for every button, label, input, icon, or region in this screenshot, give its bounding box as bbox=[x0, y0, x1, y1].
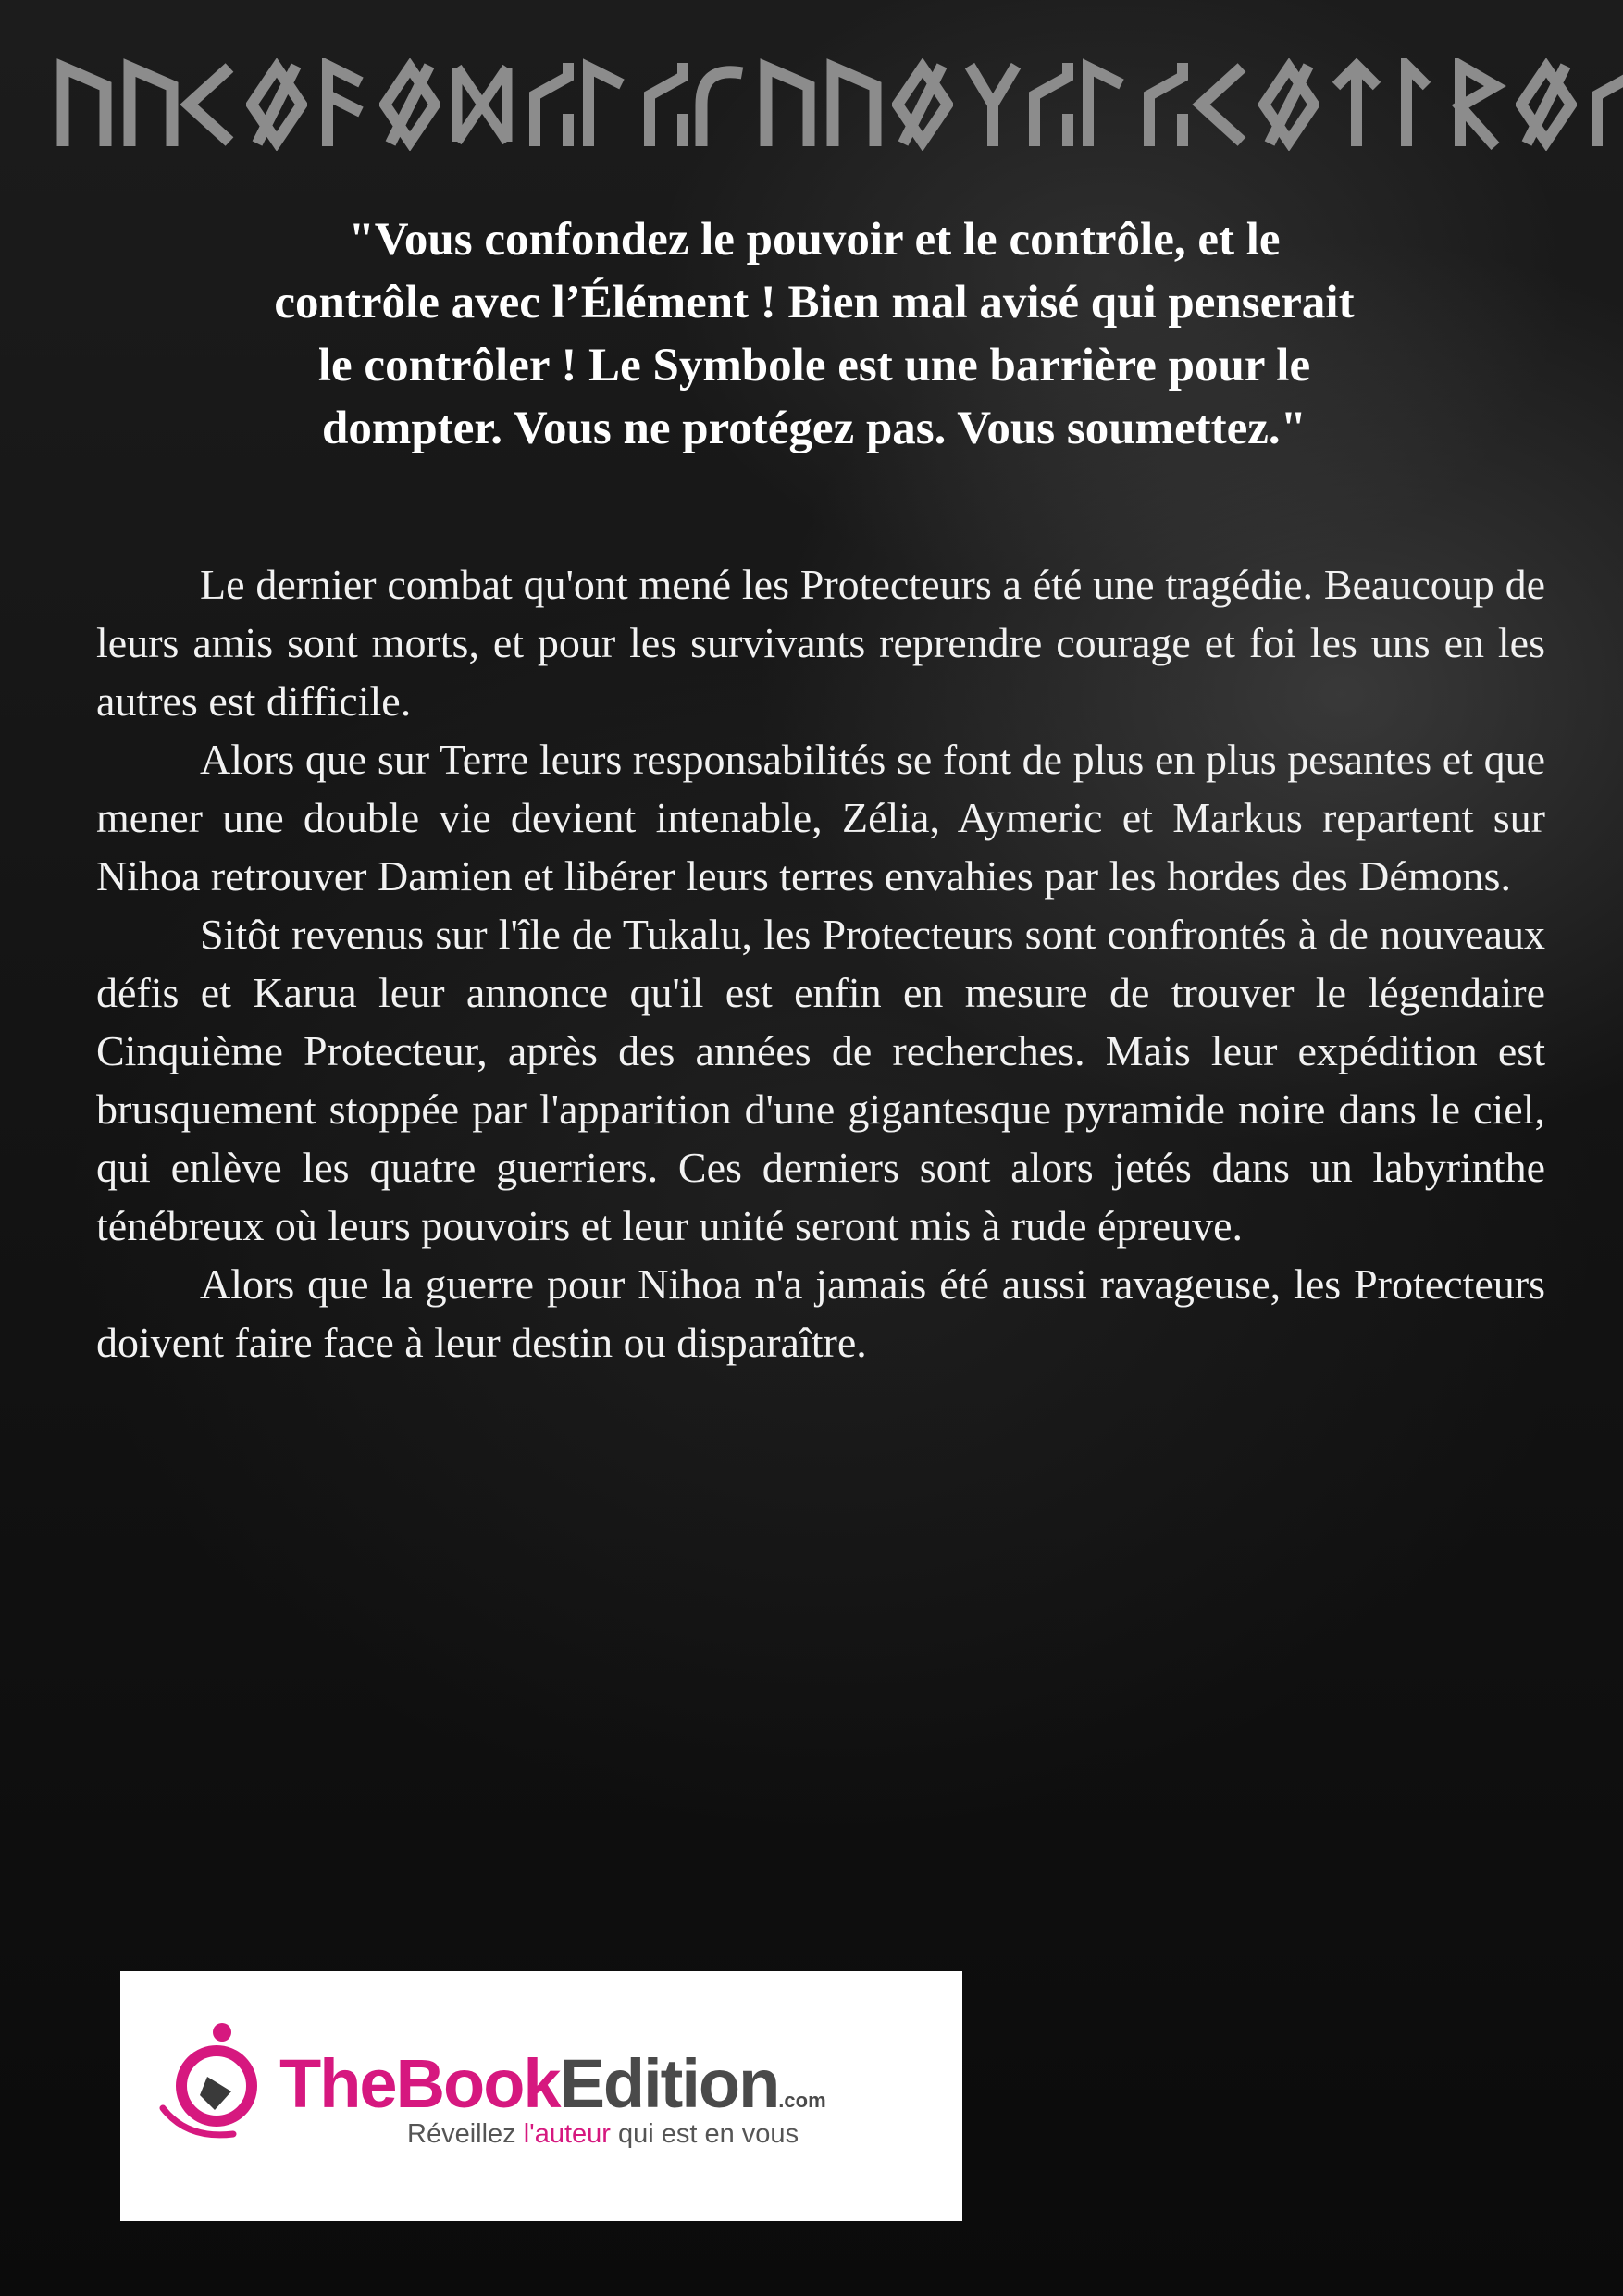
quote-line: le contrôler ! Le Symbole est une barrière pour le bbox=[317, 340, 1311, 391]
rune-glyph bbox=[1192, 58, 1249, 151]
tagline-accent: l'auteur bbox=[523, 2119, 611, 2149]
synopsis-paragraph: Le dernier combat qu'ont mené les Protecteurs a été une tragédie. Beaucoup de leurs amis sont morts, et pour les survivants reprendre courage et foi les uns en les autres est difficile. bbox=[96, 561, 1545, 725]
rune-glyph bbox=[1516, 58, 1577, 151]
runic-title bbox=[56, 54, 1592, 155]
synopsis-paragraph: Alors que la guerre pour Nihoa n'a jamais été aussi ravageuse, les Protecteurs doivent faire face à leur destin ou disparaître. bbox=[96, 1260, 1545, 1366]
rune-glyph bbox=[1258, 58, 1319, 151]
rune-glyph bbox=[316, 58, 370, 151]
publisher-logo-box bbox=[120, 1971, 962, 2221]
publisher-tagline bbox=[407, 2119, 799, 2150]
rune-glyph bbox=[450, 58, 514, 151]
synopsis bbox=[96, 555, 1545, 1371]
quote-line: dompter. Vous ne protégez pas. Vous soumettez." bbox=[322, 403, 1307, 454]
publisher-name-dotcom: .com bbox=[778, 2089, 826, 2112]
rune-glyph bbox=[1394, 58, 1440, 151]
rune-word bbox=[180, 54, 577, 155]
rune-word bbox=[692, 54, 1023, 155]
rune-glyph bbox=[180, 58, 237, 151]
rune-glyph bbox=[524, 58, 577, 151]
rune-word bbox=[1077, 54, 1192, 155]
publisher-name-the: The bbox=[279, 2045, 396, 2122]
rune-word bbox=[1192, 54, 1623, 155]
rune-glyph bbox=[246, 58, 307, 151]
publisher-name-book: Book bbox=[395, 2045, 560, 2122]
rune-glyph bbox=[1449, 58, 1506, 151]
publisher-name-edition: Edition bbox=[559, 2045, 779, 2122]
synopsis-paragraph: Sitôt revenus sur l'île de Tukalu, les Protecteurs sont confrontés à de nouveaux défis et Karua leur annonce qu'il est enfin en mesure de trouver le légendaire Cinquième Protecteur, après des années de recherches. Mais leur expédition est brusquement stoppée par l'apparition d'une gigantesque pyramide noire dans le ciel, qui enlève les quatre guerriers. Ces derniers sont alors jetés dans un labyrinthe ténébreux où leurs pouvoirs et leur unité seront mis à rude épreuve. bbox=[96, 911, 1545, 1249]
tagline-quote bbox=[167, 208, 1462, 460]
rune-glyph bbox=[1586, 58, 1623, 151]
rune-glyph bbox=[759, 58, 816, 151]
quote-line: contrôle avec l’Élément ! Bien mal avisé qui penserait bbox=[274, 277, 1355, 329]
rune-word bbox=[56, 54, 180, 155]
rune-glyph bbox=[1329, 58, 1384, 151]
rune-glyph bbox=[892, 58, 953, 151]
rune-glyph bbox=[1138, 58, 1192, 151]
rune-glyph bbox=[825, 58, 883, 151]
synopsis-paragraph: Alors que sur Terre leurs responsabilités se font de plus en plus pesantes et que mener une double vie devient intenable, Zélia, Aymeric et Markus repartent sur Nihoa retrouver Damien et libérer leurs terres envahies par les hordes des Démons. bbox=[96, 736, 1545, 900]
rune-word bbox=[577, 54, 692, 155]
tagline-pre: Réveillez bbox=[407, 2119, 524, 2149]
tagline-post: qui est en vous bbox=[610, 2119, 799, 2149]
rune-word bbox=[1023, 54, 1077, 155]
rune-glyph bbox=[1023, 58, 1077, 151]
rune-glyph bbox=[1077, 58, 1129, 151]
rune-glyph bbox=[122, 58, 180, 151]
rune-glyph bbox=[56, 58, 113, 151]
rune-glyph bbox=[379, 58, 440, 151]
publisher-emblem-icon bbox=[159, 2019, 270, 2149]
rune-glyph bbox=[962, 58, 1023, 151]
rune-glyph bbox=[692, 58, 750, 151]
rune-glyph bbox=[577, 58, 629, 151]
rune-glyph bbox=[638, 58, 692, 151]
quote-line: "Vous confondez le pouvoir et le contrôle, et le bbox=[348, 214, 1281, 266]
